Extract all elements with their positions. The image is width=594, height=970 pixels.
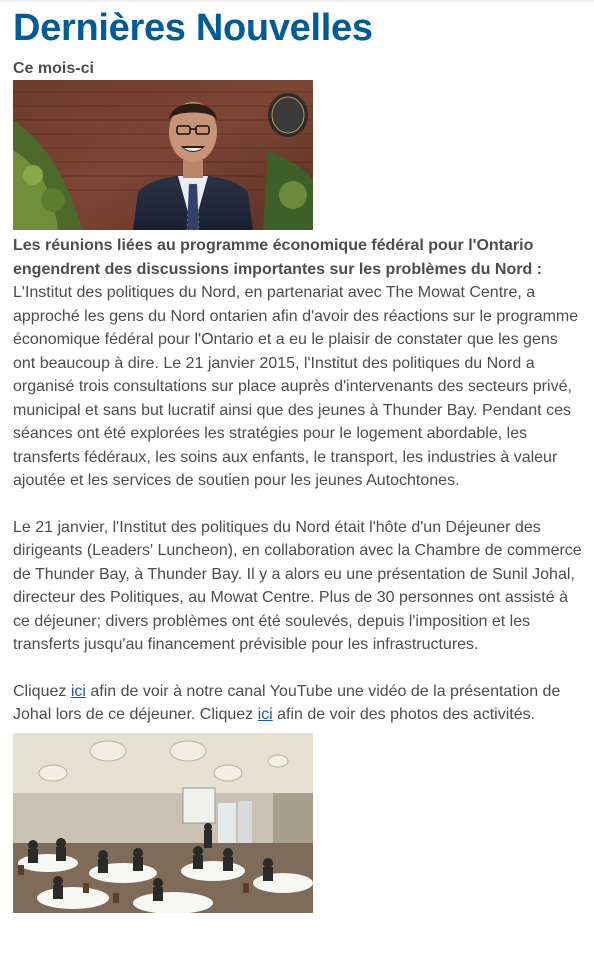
event-photo — [13, 733, 313, 913]
paragraph-3-text-c: afin de voir des photos des activités. — [272, 706, 536, 723]
paragraph-3-text-a: Cliquez — [13, 682, 71, 700]
youtube-video-link[interactable]: ici — [70, 682, 86, 700]
section-subtitle: Ce mois-ci — [13, 60, 94, 77]
photos-link[interactable]: ici — [257, 706, 273, 723]
article-paragraph-1 — [13, 234, 583, 493]
portrait-photo — [13, 80, 313, 230]
page-title: Dernières Nouvelles — [13, 7, 373, 49]
article-lead: Les réunions liées au programme économique fédéral pour l'Ontario engendrent des discussions importantes sur les problèmes du Nord : — [13, 237, 542, 278]
article-paragraph-3 — [13, 680, 583, 727]
paragraph-3-text-b: afin de voir à notre canal YouTube une vidéo de la présentation de Johal lors de ce déjeuner. Cliquez — [13, 682, 561, 723]
article-paragraph-2: Le 21 janvier, l'Institut des politiques du Nord était l'hôte d'un Déjeuner des dirigeants (Leaders' Luncheon), en collaboration avec la Chambre de commerce de Thunder Bay, à Thunder Bay. Il y a alors eu une présentation de Sunil Johal, directeur des Politiques, au Mowat Centre. Plus de 30 personnes ont assisté à ce déjeuner; divers problèmes ont été soulevés, depuis l'imposition et les transferts jusqu'au financement prévisible pour les infrastructures. — [13, 518, 582, 653]
top-divider — [0, 0, 594, 2]
article-paragraph-1-text: L'Institut des politiques du Nord, en partenariat avec The Mowat Centre, a approché les gens du Nord ontarien afin d'avoir des réactions sur le programme économique fédéral pour l'Ontario et a eu le plaisir de constater que les gens ont beaucoup à dire. Le 21 janvier 2015, l'Institut des politiques du Nord a organisé trois consultations sur place auprès d'intervenants des secteurs privé, municipal et sans but lucratif ainsi que des jeunes à Thunder Bay. Pendant ces séances ont été explorées les stratégies pour le logement abordable, les transferts fédéraux, les soins aux enfants, le transport, les industries à valeur ajoutée et les services de soutien pour les jeunes Autochtones. — [13, 284, 579, 489]
